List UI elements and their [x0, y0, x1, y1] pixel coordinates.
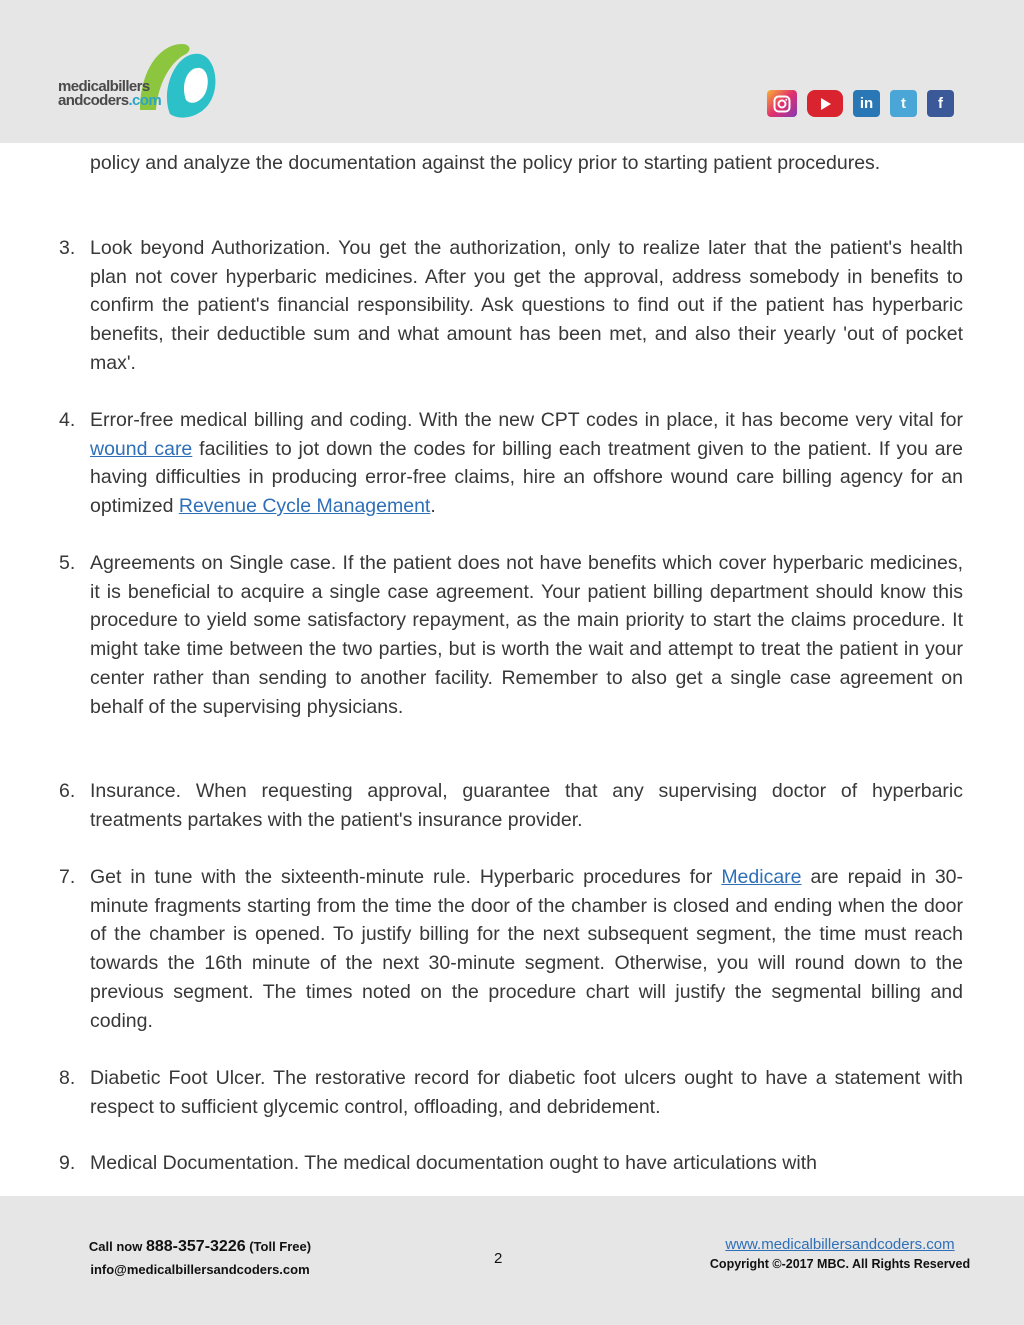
list-item: [90, 406, 963, 521]
list-item: Medical Documentation. The medical documentation ought to have articulations with: [90, 1152, 817, 1174]
social-links: [767, 90, 954, 117]
item-text: Error-free medical billing and coding. With the new CPT codes in place, it has become very vital for: [90, 409, 963, 431]
list-item: Agreements on Single case. If the patient does not have benefits which cover hyperbaric medicines, it is beneficial to acquire a single case agreement. Your patient billing department should know this procedure to yield some satisfactory repayment, as the main priority to start the claims procedure. It might take time between the two parties, but is worth the wait and attempt to treat the patient in your center rather than sending to another facility. Remember to also get a single case agreement on behalf of the supervising physicians.: [90, 552, 963, 718]
intro-paragraph: policy and analyze the documentation against the policy prior to starting patient procedures.: [90, 152, 881, 174]
linkedin-icon[interactable]: in: [853, 90, 880, 117]
footer-site: [700, 1236, 980, 1271]
footer-contact: [80, 1238, 320, 1277]
revenue-cycle-management-link[interactable]: Revenue Cycle Management: [178, 495, 431, 518]
phone-number[interactable]: 888-357-3226: [145, 1238, 246, 1255]
toll-free-label: (Toll Free): [245, 1239, 312, 1254]
list-number: 4.: [59, 409, 76, 431]
list-item: Diabetic Foot Ulcer. The restorative record for diabetic foot ulcers ought to have a statement with respect to sufficient glycemic control, offloading, and debridement.: [90, 1067, 963, 1118]
logo-wordmark: [58, 80, 161, 108]
page-header: [0, 0, 1024, 143]
list-number: 9.: [59, 1152, 76, 1174]
logo-com: .com: [128, 92, 162, 109]
list-number: 8.: [59, 1067, 76, 1089]
page-footer: [0, 1196, 1024, 1325]
facebook-icon[interactable]: f: [927, 90, 954, 117]
twitter-icon[interactable]: t: [890, 90, 917, 117]
list-item: [90, 863, 963, 1035]
list-item: Insurance. When requesting approval, guarantee that any supervising doctor of hyperbaric treatments partakes with the patient's insurance provider.: [90, 780, 963, 831]
list-number: 6.: [59, 780, 76, 802]
wound-care-link[interactable]: wound care: [90, 437, 193, 460]
copyright-text: Copyright ©-2017 MBC. All Rights Reserved: [709, 1257, 971, 1271]
list-number: 5.: [59, 552, 76, 574]
item-text: facilities to jot down the codes for billing each treatment given to the patient. If you are having difficulties in producing error-free claims, hire an offshore wound care billing agency for an optimized: [90, 437, 963, 518]
call-now-label: Call now: [88, 1239, 146, 1254]
item-text: Get in tune with the sixteenth-minute rule. Hyperbaric procedures for: [90, 866, 722, 888]
email-address[interactable]: info@medicalbillersandcoders.com: [90, 1262, 310, 1277]
item-text: are repaid in 30-minute fragments starting from the time the door of the chamber is closed and ending when the door of the chamber is opened. To justify billing for the next subsequent segment, the time must reach towards the 16th minute of the next 30-minute segment. Otherwise, you will round down to the previous segment. The times noted on the procedure chart will justify the segmental billing and coding.: [90, 866, 964, 1032]
page-number: 2: [494, 1250, 503, 1267]
list-number: 7.: [59, 866, 76, 888]
logo-line2: andcoders: [58, 92, 129, 109]
instagram-icon[interactable]: [767, 90, 797, 117]
item-text: .: [430, 495, 436, 518]
list-item: Look beyond Authorization. You get the authorization, only to realize later that the patient's health plan not cover hyperbaric medicines. After you get the approval, address somebody in benefits to confirm the patient's financial responsibility. Ask questions to find out if the patient has hyperbaric benefits, their deductible sum and what amount has been met, and also their yearly 'out of pocket max'.: [90, 237, 963, 374]
logo-line1: medicalbillers: [58, 78, 150, 95]
company-logo[interactable]: [58, 40, 218, 122]
youtube-icon[interactable]: [807, 90, 843, 117]
medicare-link[interactable]: Medicare: [721, 866, 802, 888]
website-link[interactable]: www.medicalbillersandcoders.com: [725, 1236, 955, 1253]
list-number: 3.: [59, 237, 76, 259]
